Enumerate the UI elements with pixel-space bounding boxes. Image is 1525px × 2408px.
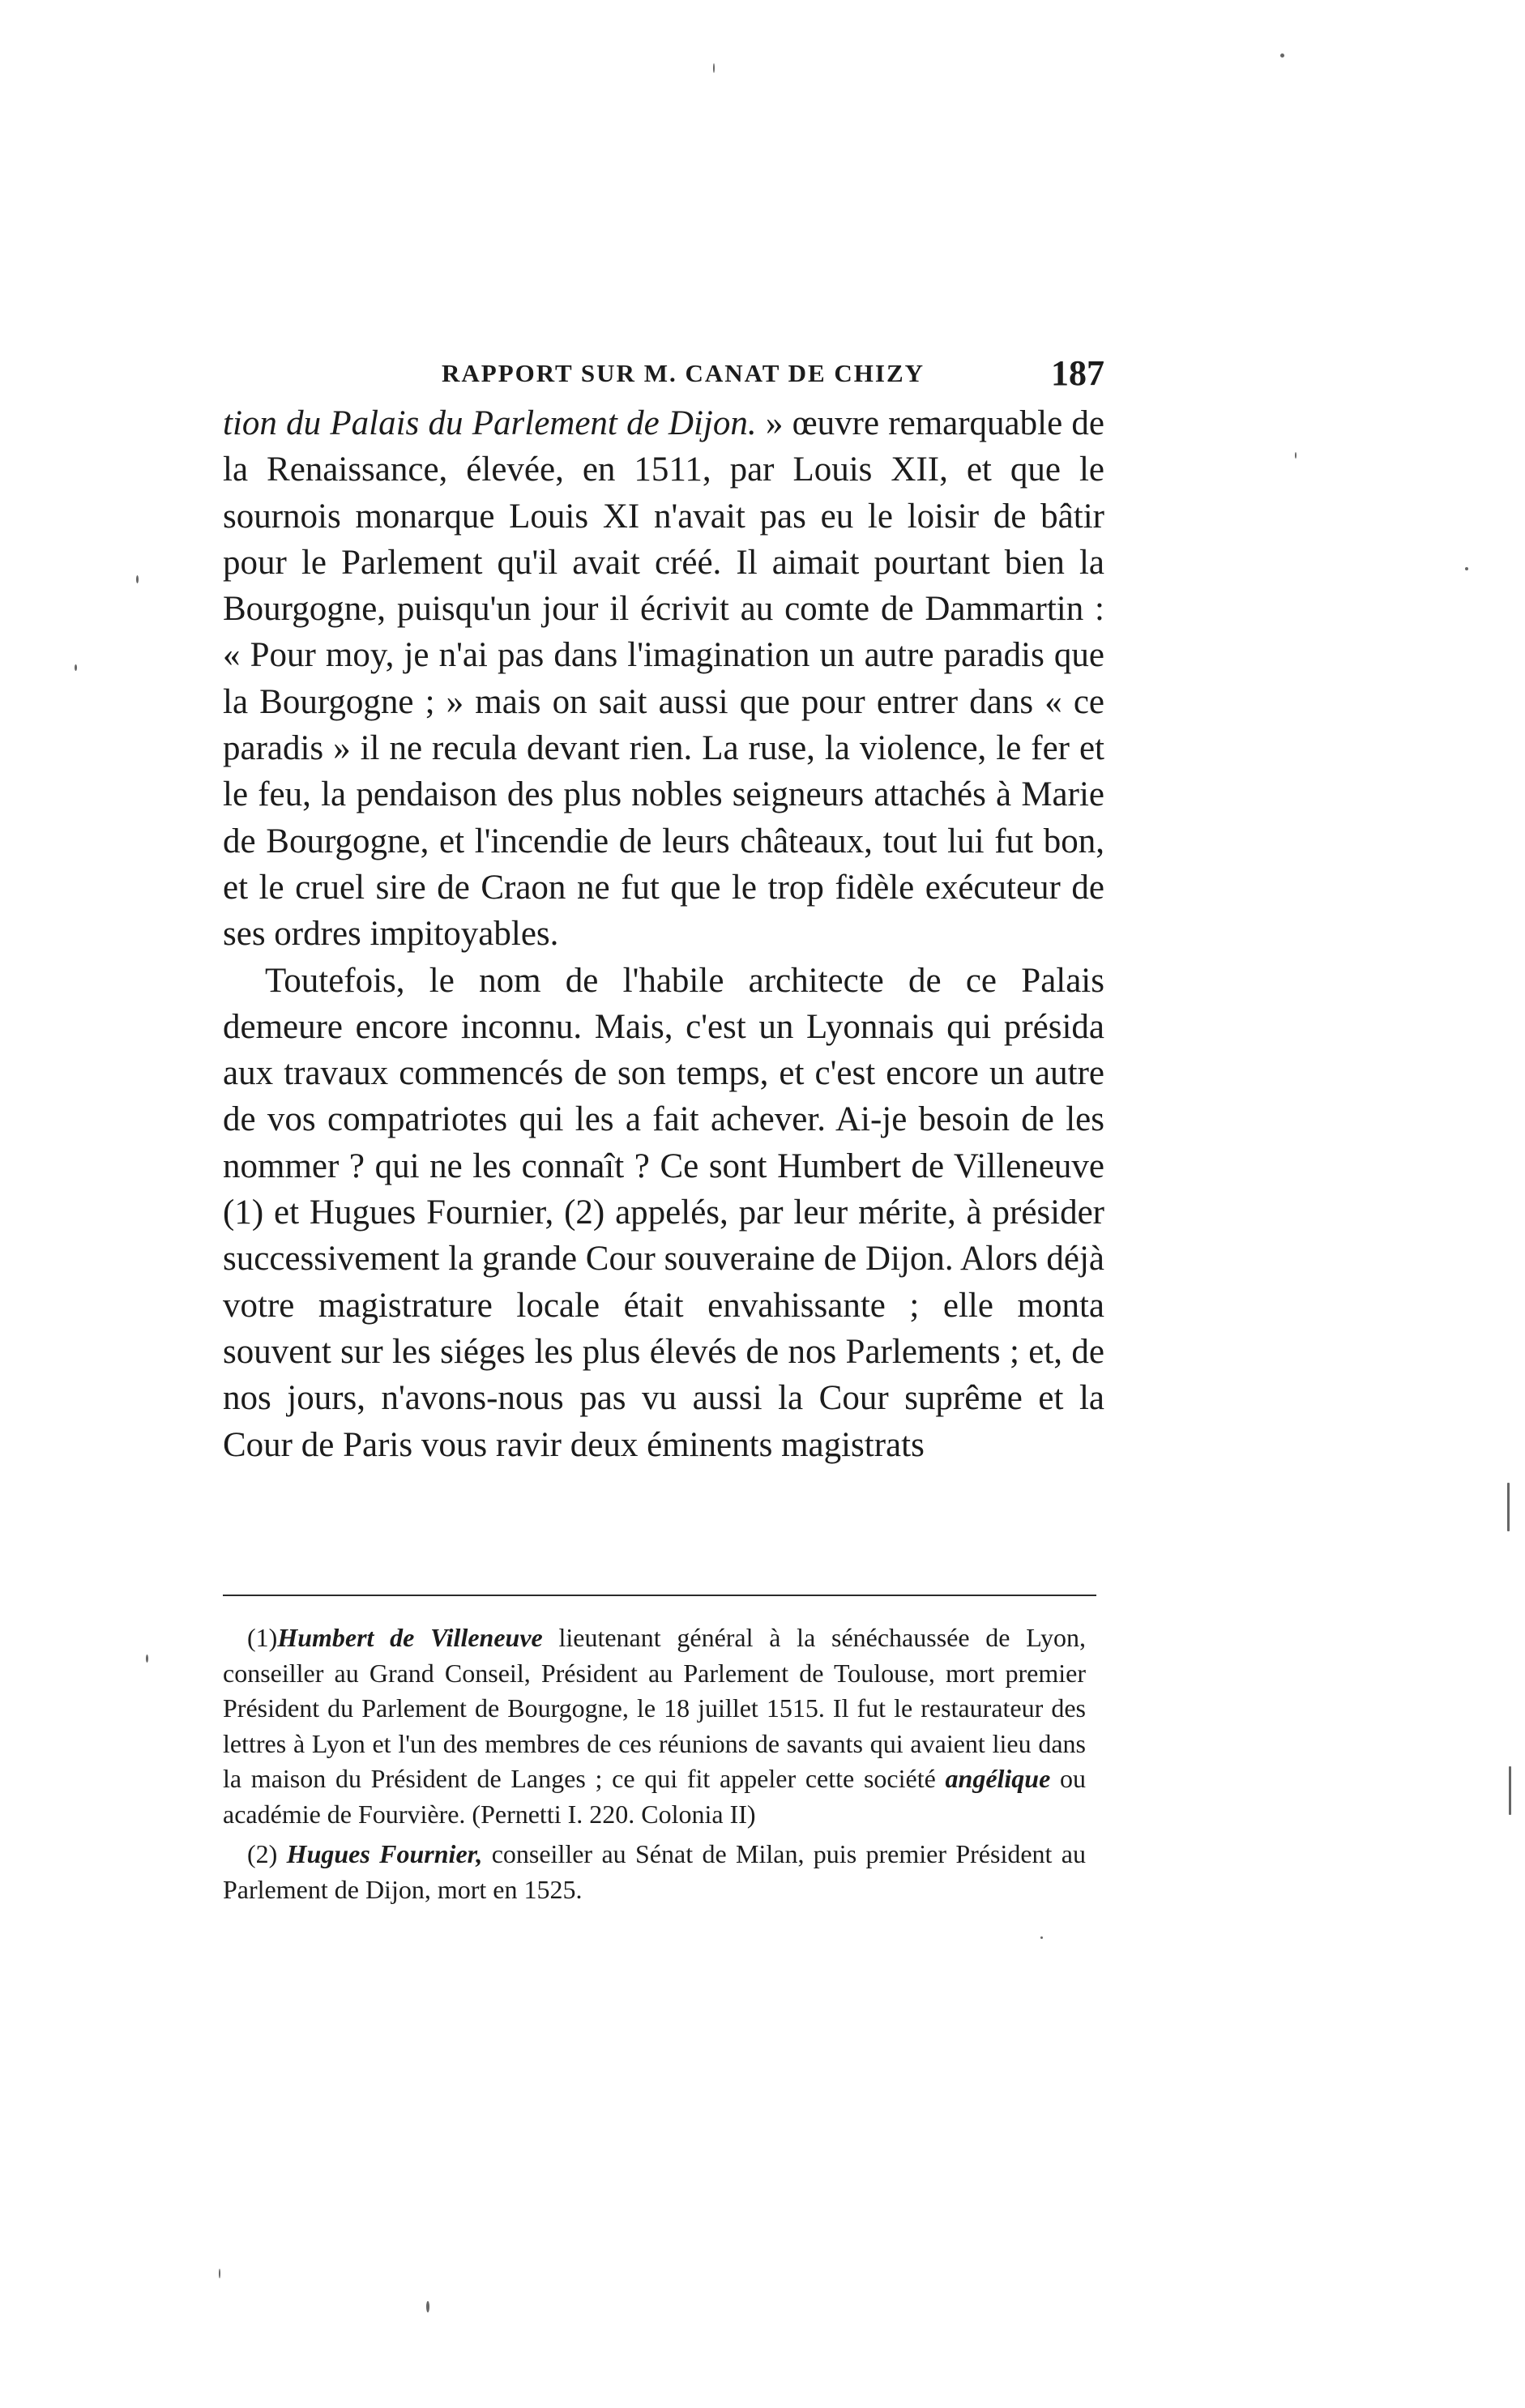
scan-speck bbox=[75, 664, 77, 671]
paragraph-2: Toutefois, le nom de l'habile architecte de ce Palais demeure encore inconnu. Mais, c'est un Lyonnais qui présida aux travaux commencés de son temps, et c'est encore un autre de vos compatriotes qui les a fait achever. Ai-je besoin de les nommer ? qui ne les connaît ? Ce sont Humbert de Villeneuve (1) et Hugues Fournier, (2) appelés, par leur mérite, à présider successivement la grande Cour souveraine de Dijon. Alors déjà votre magistrature locale était envahissante ; elle monta souvent sur les siéges les plus élevés de nos Parlements ; et, de nos jours, n'avons-nous pas vu aussi la Cour suprême et la Cour de Paris vous ravir deux éminents magistrats bbox=[223, 961, 1104, 1464]
scan-speck bbox=[1507, 1483, 1510, 1531]
scan-speck bbox=[1280, 53, 1284, 58]
scan-speck bbox=[426, 2301, 429, 2312]
footnote-1-name: Humbert de Villeneuve bbox=[277, 1623, 543, 1652]
footnote-1 bbox=[223, 1620, 1086, 1832]
footnote-separator bbox=[223, 1595, 1096, 1596]
footnote-1-marker: (1) bbox=[247, 1623, 278, 1652]
main-text bbox=[223, 400, 1104, 1468]
scan-speck bbox=[219, 2269, 220, 2278]
scan-speck bbox=[1295, 452, 1296, 459]
scan-speck bbox=[136, 575, 139, 583]
footnote-2-name: Hugues Fournier, bbox=[286, 1839, 483, 1868]
scan-speck bbox=[713, 63, 715, 73]
page-number: 187 bbox=[1051, 353, 1104, 393]
footnote-1-italic-word: angélique bbox=[945, 1764, 1051, 1793]
paragraph-1-text: » œuvre remarquable de la Renaissance, élevée, en 1511, par Louis XII, et que le sournois monarque Louis XI n'avait pas eu le loisir de bâtir pour le Parlement qu'il avait créé. Il aimait pourtant bien la Bourgogne, puisqu'un jour il écrivit au comte de Dammartin : « Pour moy, je n'ai pas dans l'imagination un autre paradis que la Bourgogne ; » mais on sait aussi que pour entrer dans « ce paradis » il ne recula devant rien. La ruse, la violence, le fer et le feu, la pendaison des plus nobles seigneurs attachés à Marie de Bourgogne, et l'incendie de leurs châteaux, tout lui fut bon, et le cruel sire de Craon ne fut que le trop fidèle exécuteur de ses ordres impitoyables. bbox=[223, 404, 1104, 954]
scan-speck bbox=[1465, 567, 1468, 570]
paragraph-1 bbox=[223, 400, 1104, 958]
footnote-2-text: conseiller au Sénat de Milan, puis premier Président au Parlement de Dijon, mort en 1525. bbox=[223, 1839, 1087, 1904]
scan-speck bbox=[1040, 1936, 1043, 1939]
footnote-2 bbox=[223, 1837, 1086, 1907]
scan-speck bbox=[146, 1654, 148, 1663]
page-header bbox=[223, 352, 1104, 401]
scan-speck bbox=[1509, 1766, 1511, 1815]
footnote-2-marker: (2) bbox=[247, 1839, 278, 1868]
footnote-1-text-b: ou académie de Fourvière. (Pernetti I. 220. Colonia II) bbox=[223, 1764, 1087, 1829]
paragraph-1-italic-opening: tion du Palais du Parlement de Dijon. bbox=[223, 404, 757, 442]
footnote-1-text-a: lieutenant général à la sénéchaussée de Lyon, conseiller au Grand Conseil, Président au Parlement de Toulouse, mort premier Président du Parlement de Bourgogne, le 18 juillet 1515. Il fut le restaurateur des lettres à Lyon et l'un des membres de ces réunions de savants qui avaient lieu dans la maison du Président de Langes ; ce qui fit appeler cette société bbox=[223, 1623, 1087, 1793]
running-head: RAPPORT SUR M. CANAT DE CHIZY bbox=[442, 359, 925, 387]
footnotes bbox=[223, 1620, 1086, 1907]
